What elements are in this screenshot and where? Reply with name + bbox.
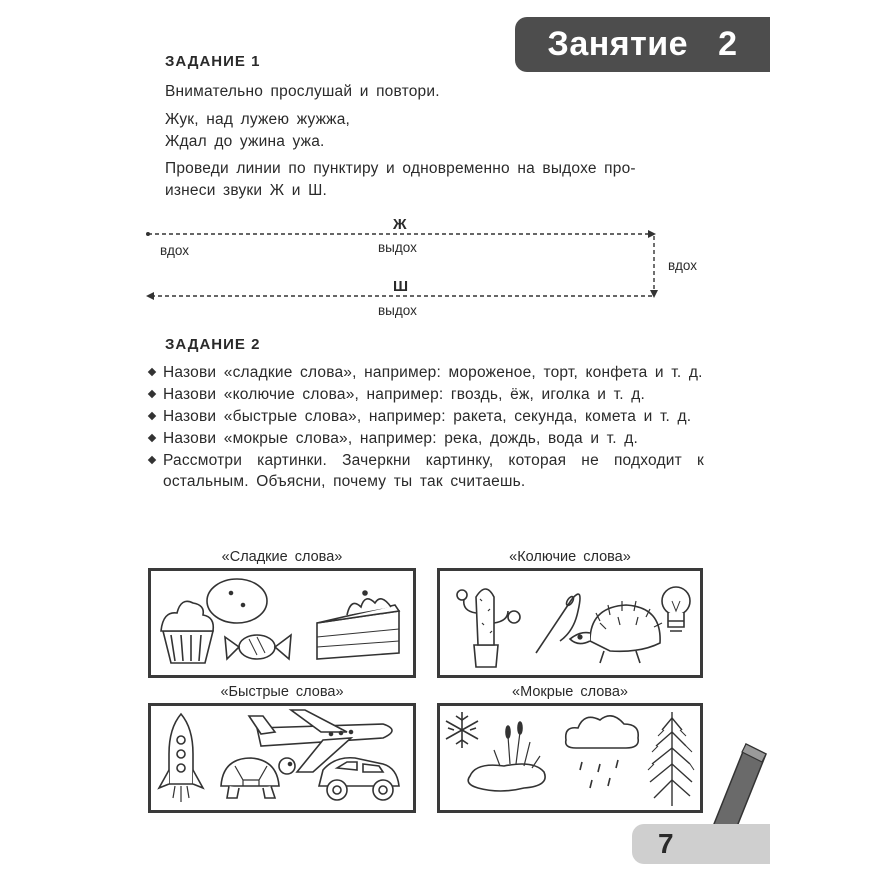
inhale-label-left: вдох: [160, 243, 190, 258]
poem-line-2: Ждал до ужина ужа.: [165, 133, 325, 150]
list-item: Рассмотри картинки. Зачеркни картинку, которая не подходит к остальным. Объясни, почему ты так считаешь.: [148, 450, 704, 492]
light-bulb-icon: [662, 587, 690, 631]
cactus-icon: [457, 589, 520, 667]
fast-pictures: [151, 706, 413, 810]
sound-zh: Ж: [393, 216, 407, 233]
lesson-title-tab: [515, 17, 770, 72]
task2-heading: ЗАДАНИЕ 2: [165, 336, 261, 353]
caption-fast: «Быстрые слова»: [220, 684, 344, 700]
list-item: Назови «мокрые слова», например: река, дождь, вода и т. д.: [148, 428, 704, 449]
list-item: Назови «сладкие слова», например: мороженое, торт, конфета и т. д.: [148, 362, 704, 383]
cake-slice-icon: [317, 591, 399, 659]
caption-prickly: «Колючие слова»: [509, 549, 631, 565]
exhale-label-bottom: выдох: [378, 303, 417, 318]
lines-instruction-1: Проведи линии по пунктиру и одновременно на выдохе про-: [165, 160, 636, 177]
turtle-icon: [221, 758, 295, 798]
hedgehog-icon: [570, 601, 662, 663]
caption-sweet: «Сладкие слова»: [221, 549, 343, 565]
needle-icon: [536, 594, 580, 653]
prickly-pictures: [440, 571, 700, 675]
picture-box-wet[interactable]: [437, 703, 703, 813]
lemon-icon: [207, 579, 267, 623]
puddle-icon: [468, 722, 545, 791]
poem-line-1: Жук, над лужею жужжа,: [165, 111, 351, 128]
list-item: Назови «быстрые слова», например: ракета, секунда, комета и т. д.: [148, 406, 704, 427]
lines-instruction-2: изнеси звуки Ж и Ш.: [165, 182, 328, 199]
task1-instruction: Внимательно прослушай и повтори.: [165, 83, 440, 100]
picture-box-prickly[interactable]: [437, 568, 703, 678]
rain-cloud-icon: [566, 716, 639, 788]
lesson-word: Занятие: [547, 25, 689, 63]
sound-sh: Ш: [393, 278, 409, 295]
list-item: Назови «колючие слова», например: гвоздь, ёж, иголка и т. д.: [148, 384, 704, 405]
cupcake-icon: [161, 601, 213, 663]
sweet-pictures: [151, 571, 413, 675]
lesson-number: 2: [718, 25, 738, 63]
inhale-label-right: вдох: [668, 258, 698, 273]
task1-heading: ЗАДАНИЕ 1: [165, 53, 261, 70]
task2-list: [148, 362, 704, 493]
car-icon: [319, 758, 399, 800]
wet-pictures: [440, 706, 700, 810]
exhale-label-top: выдох: [378, 240, 417, 255]
breathing-lines-diagram[interactable]: [140, 220, 670, 310]
fir-tree-icon: [648, 712, 694, 806]
caption-wet: «Мокрые слова»: [512, 684, 628, 700]
candy-icon: [225, 635, 291, 659]
page-number: 7: [658, 828, 674, 859]
page-number-tab: [632, 824, 770, 864]
picture-box-fast[interactable]: [148, 703, 416, 813]
picture-box-sweet[interactable]: [148, 568, 416, 678]
rocket-icon: [159, 714, 203, 802]
snowflake-icon: [446, 712, 478, 748]
